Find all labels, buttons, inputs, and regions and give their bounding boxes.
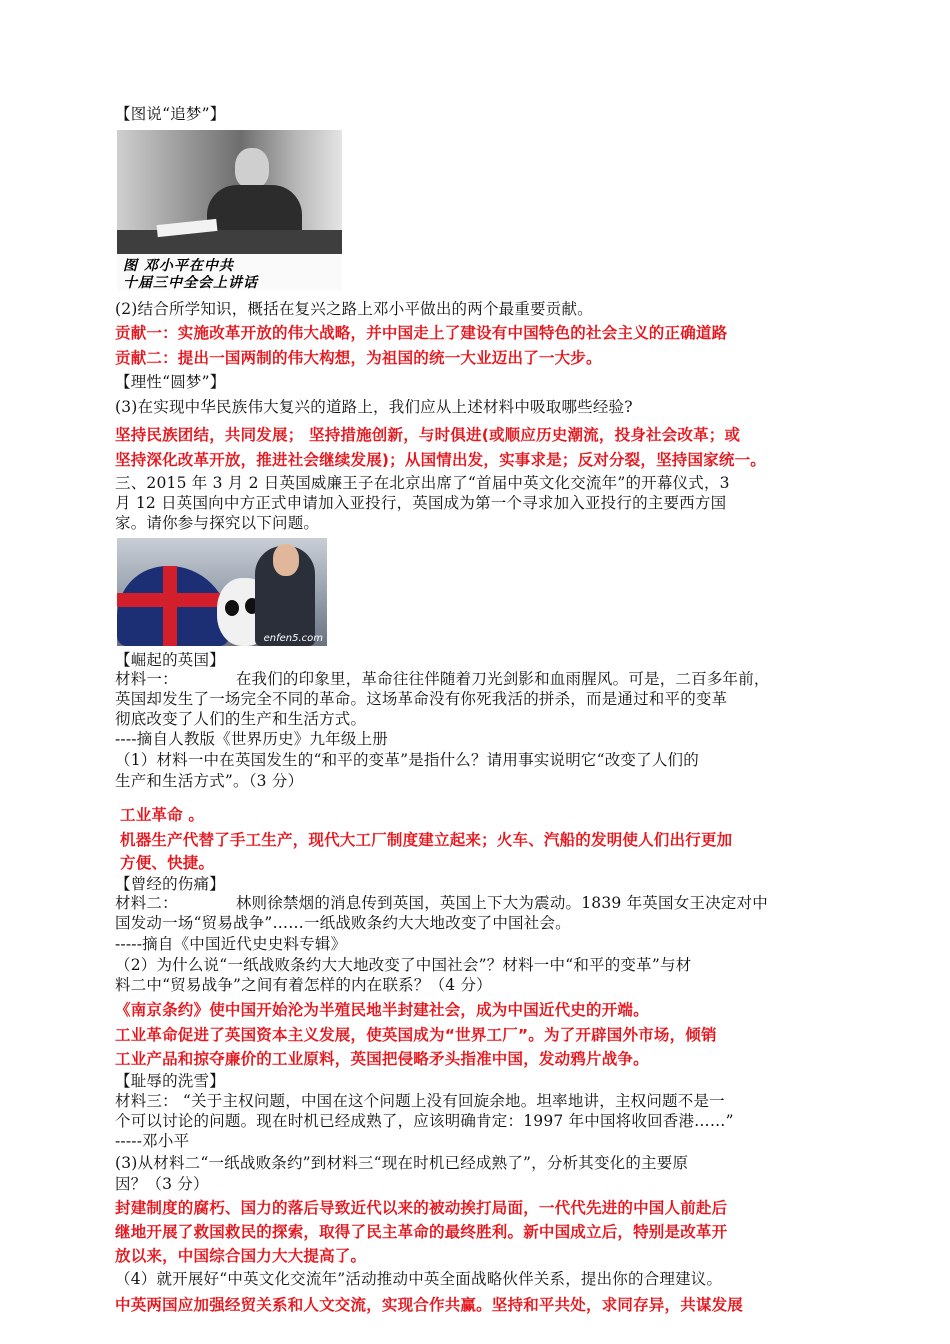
section-heading-rational: 【理性“圆梦”】 <box>115 373 226 391</box>
answer-2-line2: 贡献二：提出一国两制的伟大构想，为祖国的统一大业迈出了一大步。 <box>115 349 602 367</box>
material-3-line2: 个可以讨论的问题。现在时机已经成熟了，应该明确肯定：1997 年中国将收回香港……” <box>115 1112 734 1130</box>
photo-caption-line2: 十届三中全会上讲话 <box>123 275 258 290</box>
question-2b-line1: （2）为什么说“一纸战败条约大大地改变了中国社会”？材料一中“和平的变革”与材 <box>115 956 692 974</box>
deng-xiaoping-photo <box>117 130 342 290</box>
material-2-source: -----摘自《中国近代史史料专辑》 <box>115 935 347 953</box>
section-heading-dream: 【图说“追梦”】 <box>115 105 226 123</box>
photo-watermark: enfen5.com <box>263 633 323 644</box>
question-1-line1: （1）材料一中在英国发生的“和平的变革”是指什么？请用事实说明它“改变了人们的 <box>115 751 699 769</box>
answer-3-line1: 坚持民族团结，共同发展； 坚持措施创新，与时俱进(或顺应历史潮流，投身社会改革；或 <box>115 426 741 444</box>
section-heading-past-pain: 【曾经的伤痛】 <box>115 875 225 893</box>
answer-1-line1: 工业革命 。 <box>120 806 205 824</box>
answer-3-line2: 坚持深化改革开放，推进社会继续发展)；从国情出发，实事求是；反对分裂，坚持国家统一。 <box>115 451 766 469</box>
answer-3b-line2: 继地开展了救国救民的探索，取得了民主革命的最终胜利。新中国成立后，特别是改革开 <box>115 1223 728 1241</box>
material-2-line1: 材料二： 林则徐禁烟的消息传到英国，英国上下大为震动。1839 年英国女王决定对中 <box>115 894 768 912</box>
answer-2b-line3: 工业产品和掠夺廉价的工业原料，英国把侵略矛头指准中国，发动鸦片战争。 <box>115 1050 649 1068</box>
question-1-line2: 生产和生活方式”。（3 分） <box>115 772 304 790</box>
question-4: （4）就开展好“中英文化交流年”活动推动中英全面战略伙伴关系，提出你的合理建议。 <box>115 1270 723 1288</box>
photo-caption-line1: 图 邓小平在中共 <box>123 258 234 274</box>
answer-1-line2: 机器生产代替了手工生产，现代大工厂制度建立起来；火车、汽船的发明使人们出行更加 <box>120 831 733 849</box>
question-3b-line2: 因？（3 分） <box>115 1175 209 1193</box>
answer-1-line3: 方便、快捷。 <box>120 854 215 872</box>
material-1-source: ----摘自人教版《世界历史》九年级上册 <box>115 730 388 748</box>
answer-2-line1: 贡献一：实施改革开放的伟大战略，并中国走上了建设有中国特色的社会主义的正确道路 <box>115 324 728 342</box>
answer-2b-line1: 《南京条约》使中国开始沦为半殖民地半封建社会，成为中国近代史的开端。 <box>115 1001 649 1019</box>
section-heading-humiliation: 【耻辱的洗雪】 <box>115 1072 225 1090</box>
answer-3b-line1: 封建制度的腐朽、国力的落后导致近代以来的被动挨打局面，一代代先进的中国人前赴后 <box>115 1199 728 1217</box>
answer-4: 中英两国应加强经贸关系和人文交流，实现合作共赢。坚持和平共处，求同存异，共谋发展 <box>115 1296 744 1314</box>
material-3-source: -----邓小平 <box>115 1132 190 1150</box>
question-3b-line1: (3)从材料二“一纸战败条约”到材料三“现在时机已经成熟了”，分析其变化的主要原 <box>115 1154 689 1172</box>
material-1-line2: 英国却发生了一场完全不同的革命。这场革命没有你死我活的拼杀，而是通过和平的变革 <box>115 690 728 708</box>
material-1-line3: 彻底改变了人们的生产和生活方式。 <box>115 710 367 728</box>
material-3-line1: 材料三： “关于主权问题，中国在这个问题上没有回旋余地。坦率地讲，主权问题不是一 <box>115 1092 725 1110</box>
material-2-line2: 国发动一场“贸易战争”……一纸战败条约大大地改变了中国社会。 <box>115 914 571 932</box>
part3-intro-line1: 三、2015 年 3 月 2 日英国威廉王子在北京出席了“首届中英文化交流年”的开幕仪式，3 <box>115 474 730 492</box>
material-1-line1: 材料一： 在我们的印象里，革命往往伴随着刀光剑影和血雨腥风。可是，二百多年前， <box>115 670 770 688</box>
part3-intro-line3: 家。请你参与探究以下问题。 <box>115 514 320 532</box>
question-3: (3)在实现中华民族伟大复兴的道路上，我们应从上述材料中吸取哪些经验? <box>115 398 633 416</box>
answer-3b-line3: 放以来，中国综合国力大大提高了。 <box>115 1247 367 1265</box>
question-2b-line2: 料二中“贸易战争”之间有着怎样的内在联系？（4 分） <box>115 976 492 994</box>
answer-2b-line2: 工业革命促进了英国资本主义发展，使英国成为“世界工厂”。为了开辟国外市场，倾销 <box>115 1026 717 1044</box>
section-heading-rising-britain: 【崛起的英国】 <box>115 651 225 669</box>
part3-intro-line2: 月 12 日英国向中方正式申请加入亚投行，英国成为第一个寻求加入亚投行的主要西方国 <box>115 494 727 512</box>
prince-william-photo <box>117 538 327 646</box>
question-2: (2)结合所学知识，概括在复兴之路上邓小平做出的两个最重要贡献。 <box>115 300 593 318</box>
